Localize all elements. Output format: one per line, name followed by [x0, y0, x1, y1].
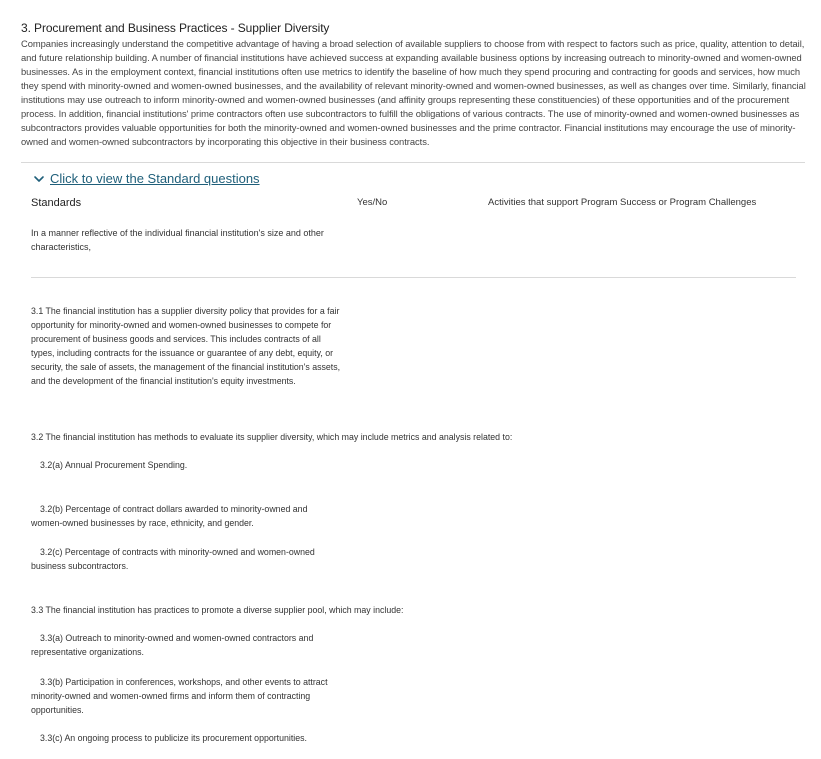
column-header-yes-no: Yes/No: [357, 197, 388, 208]
standard-3-3c: 3.3(c) An ongoing process to publicize its procurement opportunities.: [40, 733, 307, 743]
standard-questions-toggle[interactable]: [32, 171, 260, 186]
standard-3-2a: 3.2(a) Annual Procurement Spending.: [40, 460, 188, 470]
standards-intro: In a manner reflective of the individual financial institution's size and other characteristics,: [31, 228, 324, 252]
standard-3-2c: 3.2(c) Percentage of contracts with minority-owned and women-owned business subcontractors.: [31, 547, 315, 571]
section-intro: Companies increasingly understand the competitive advantage of having a broad selection of available suppliers to choose from with respect to factors such as price, quality, attention to detail, and future relationship building. A number of financial institutions have achieved success at expanding available business options by increasing outreach to minority-owned and women-owned businesses. As in the employment context, financial institutions often use metrics to identify the baseline of how much they spend procuring and contracting for goods and services, how much they spend with minority-owned and women-owned businesses, and the availability of relevant minority-owned and women-owned businesses, as well as changes over time. Similarly, financial institutions may use outreach to inform minority-owned and women-owned businesses (and affinity groups representing these constituencies) of these opportunities and of the procurement process. In addition, financial institutions' prime contractors often use subcontractors to fulfill the obligations of various contracts. The use of minority-owned and women-owned businesses as subcontractors provides valuable opportunities for both the minority-owned and women-owned businesses and the prime contractor. Financial institutions may encourage the use of minority-owned and women-owned subcontractors by incorporating this objective in their business contracts.: [21, 38, 806, 147]
section-title: 3. Procurement and Business Practices - Supplier Diversity: [21, 21, 330, 35]
column-header-standards: Standards: [31, 197, 82, 209]
standard-3-3: 3.3 The financial institution has practices to promote a diverse supplier pool, which may include:: [31, 605, 404, 615]
divider: [31, 277, 796, 278]
divider: [21, 162, 805, 163]
standard-3-1: 3.1 The financial institution has a supplier diversity policy that provides for a fair opportunity for minority-owned and women-owned businesses to compete for procurement of business goods and services. This includes contracts of all types, including contracts for the issuance or guarantee of any debt, equity, or security, the sale of assets, the management of the financial institution's assets, and the development of the financial institution's equity investments.: [31, 306, 341, 386]
standard-3-2: 3.2 The financial institution has methods to evaluate its supplier diversity, which may include metrics and analysis related to:: [31, 432, 513, 442]
standard-3-2b: 3.2(b) Percentage of contract dollars awarded to minority-owned and women-owned businesses by race, ethnicity, and gender.: [31, 504, 308, 528]
standard-3-3a: 3.3(a) Outreach to minority-owned and women-owned contractors and representative organizations.: [31, 633, 314, 657]
chevron-down-icon: [32, 172, 46, 186]
standard-3-3b: 3.3(b) Participation in conferences, workshops, and other events to attract minority-owned and women-owned firms and inform them of contracting opportunities.: [31, 677, 328, 715]
standard-questions-link[interactable]: Click to view the Standard questions: [50, 171, 260, 186]
column-header-activities: Activities that support Program Success or Program Challenges: [488, 197, 757, 208]
